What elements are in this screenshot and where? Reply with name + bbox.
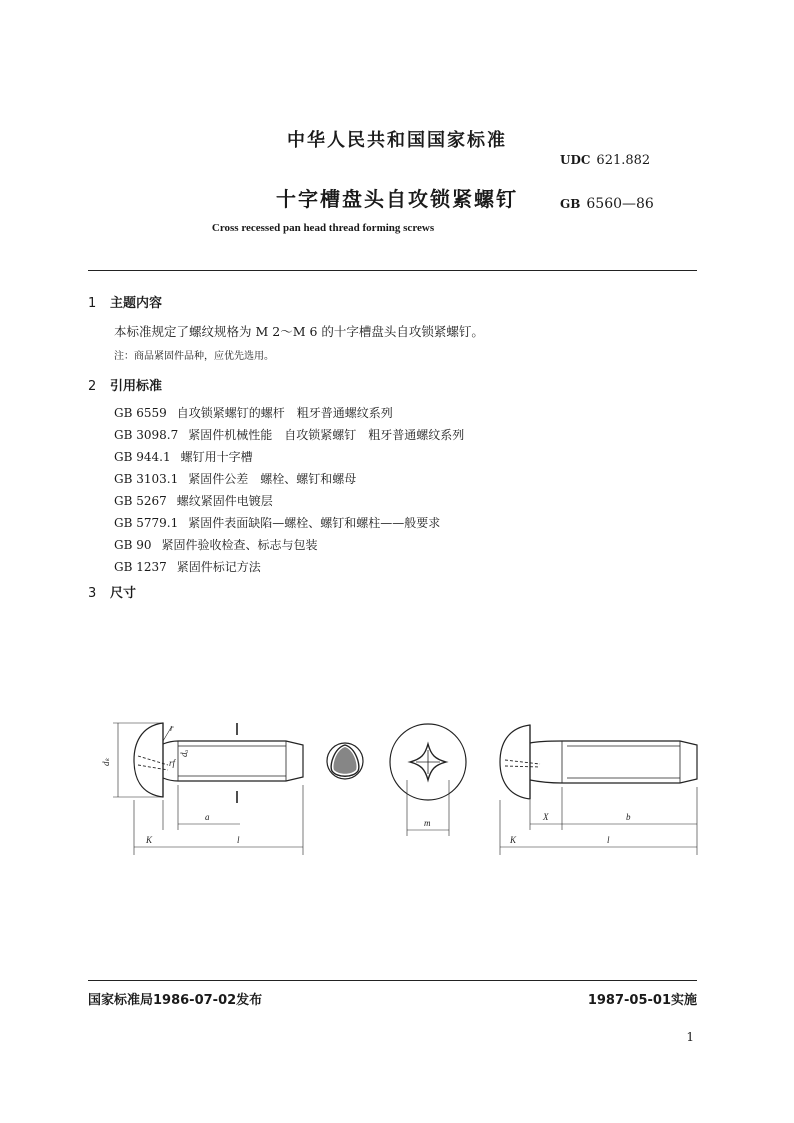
cross-recess-center bbox=[416, 750, 440, 774]
reference-item bbox=[114, 514, 440, 531]
udc-label: UDC bbox=[560, 153, 591, 167]
reference-item bbox=[114, 470, 356, 487]
footer-divider bbox=[88, 980, 697, 981]
reference-code: GB 3103.1 bbox=[114, 472, 179, 486]
standard-title-en: Cross recessed pan head thread forming screws bbox=[211, 222, 435, 234]
section-3-number: 3 bbox=[88, 586, 97, 601]
udc-code bbox=[560, 153, 650, 168]
reference-title: 紧固件标记方法 bbox=[176, 560, 261, 574]
section-2-title: 引用标准 bbox=[110, 379, 163, 394]
section-1-note: 注：商品紧固件品种，应优先选用。 bbox=[114, 351, 274, 362]
section-2-number: 2 bbox=[88, 379, 97, 394]
reference-title: 螺钉用十字槽 bbox=[180, 450, 253, 464]
effective-date: 1987-05-01实施 bbox=[587, 993, 697, 1008]
reference-code: GB 6559 bbox=[114, 406, 167, 420]
x-label: X bbox=[543, 812, 549, 822]
screw-head-outline bbox=[134, 723, 163, 797]
section-2-heading bbox=[88, 375, 162, 394]
reference-title: 紧固件机械性能 自攻锁紧螺钉 粗牙普通螺纹系列 bbox=[188, 428, 465, 442]
reference-code: GB 90 bbox=[114, 538, 152, 552]
l-label: l bbox=[237, 835, 240, 845]
reference-item bbox=[114, 448, 253, 465]
reference-title: 自攻锁紧螺钉的螺杆 粗牙普通螺纹系列 bbox=[176, 406, 393, 420]
gb-label: GB bbox=[560, 197, 581, 211]
header-divider bbox=[88, 270, 697, 271]
k-label: K bbox=[146, 835, 153, 845]
issue-date: 国家标准局1986-07-02发布 bbox=[88, 993, 263, 1008]
section-3-title: 尺寸 bbox=[110, 586, 137, 601]
reference-title: 螺纹紧固件电镀层 bbox=[176, 494, 273, 508]
dk-label: dₖ bbox=[101, 757, 111, 766]
screw-dimension-drawing bbox=[0, 700, 794, 870]
l-label-right: l bbox=[607, 835, 610, 845]
gb-value: 6560—86 bbox=[586, 196, 654, 212]
reference-code: GB 5267 bbox=[114, 494, 167, 508]
reference-code: GB 944.1 bbox=[114, 450, 171, 464]
reference-title: 紧固件验收检查、标志与包装 bbox=[161, 538, 318, 552]
page-number: 1 bbox=[686, 1030, 694, 1044]
reference-item bbox=[114, 426, 464, 443]
rf-label: rf bbox=[169, 758, 176, 768]
reference-item bbox=[114, 404, 393, 421]
section-3-heading bbox=[88, 582, 136, 601]
m-label: m bbox=[424, 818, 431, 828]
section-1-heading bbox=[88, 292, 162, 311]
k-label-right: K bbox=[510, 835, 517, 845]
udc-value: 621.882 bbox=[596, 153, 651, 168]
reference-title: 紧固件公差 螺栓、螺钉和螺母 bbox=[188, 472, 357, 486]
document-authority: 中华人民共和国国家标准 bbox=[287, 130, 507, 151]
section-1-title: 主题内容 bbox=[110, 296, 163, 311]
a-label: a bbox=[205, 812, 210, 822]
section-1-number: 1 bbox=[88, 296, 97, 311]
section-1-text: 本标准规定了螺纹规格为 M 2～M 6 的十字槽盘头自攻锁紧螺钉。 bbox=[114, 324, 484, 339]
b-label: b bbox=[626, 812, 631, 822]
reference-title: 紧固件表面缺陷—螺栓、螺钉和螺柱——般要求 bbox=[188, 516, 441, 530]
reference-code: GB 5779.1 bbox=[114, 516, 179, 530]
reference-code: GB 3098.7 bbox=[114, 428, 179, 442]
recess-hidden-lines-right bbox=[505, 760, 540, 767]
reference-item bbox=[114, 558, 261, 575]
gb-number bbox=[560, 196, 654, 212]
reference-item bbox=[114, 536, 318, 553]
r-label: r bbox=[170, 723, 174, 733]
reference-item bbox=[114, 492, 273, 509]
screw-shank-outline bbox=[163, 741, 303, 781]
reference-code: GB 1237 bbox=[114, 560, 167, 574]
standard-title-cn: 十字槽盘头自攻锁紧螺钉 bbox=[276, 187, 518, 211]
da-label: dₐ bbox=[179, 749, 189, 757]
screw-shank-outline-right bbox=[530, 741, 697, 783]
